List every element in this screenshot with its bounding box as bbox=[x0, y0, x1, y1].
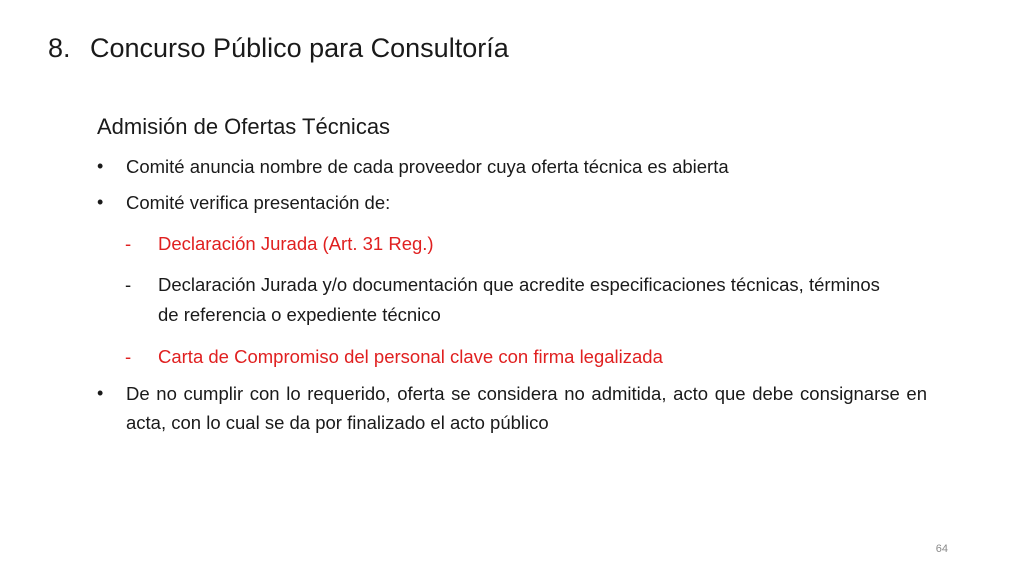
section-subtitle: Admisión de Ofertas Técnicas bbox=[97, 114, 391, 139]
sub-item bbox=[125, 229, 905, 259]
sub-item bbox=[125, 342, 905, 372]
title-number: 8. bbox=[48, 33, 71, 63]
bullet-item bbox=[97, 152, 927, 181]
bullet-item bbox=[97, 379, 927, 437]
bullet-text: De no cumplir con lo requerido, oferta se considera no admitida, acto que debe consignarse en acta, con lo cual se da por finalizado el acto público bbox=[126, 383, 927, 433]
bullet-item bbox=[97, 188, 927, 217]
sub-item-text: Declaración Jurada y/o documentación que acredite especificaciones técnicas, términos de referencia o expediente técnico bbox=[158, 274, 880, 325]
dash-marker: - bbox=[125, 346, 132, 367]
dash-marker: - bbox=[125, 274, 132, 295]
bullet-marker: • bbox=[97, 156, 104, 176]
bullet-text: Comité anuncia nombre de cada proveedor cuya oferta técnica es abierta bbox=[126, 156, 729, 177]
sub-item-text: Declaración Jurada (Art. 31 Reg.) bbox=[158, 233, 434, 254]
bullet-marker: • bbox=[97, 192, 104, 212]
sub-item bbox=[125, 270, 905, 330]
page-number: 64 bbox=[935, 543, 948, 555]
bullet-text: Comité verifica presentación de: bbox=[126, 192, 391, 213]
dash-marker: - bbox=[125, 233, 132, 254]
slide-title bbox=[48, 30, 509, 66]
title-text: Concurso Público para Consultoría bbox=[90, 33, 509, 63]
bullet-marker: • bbox=[97, 383, 104, 403]
sub-item-text: Carta de Compromiso del personal clave con firma legalizada bbox=[158, 346, 663, 367]
